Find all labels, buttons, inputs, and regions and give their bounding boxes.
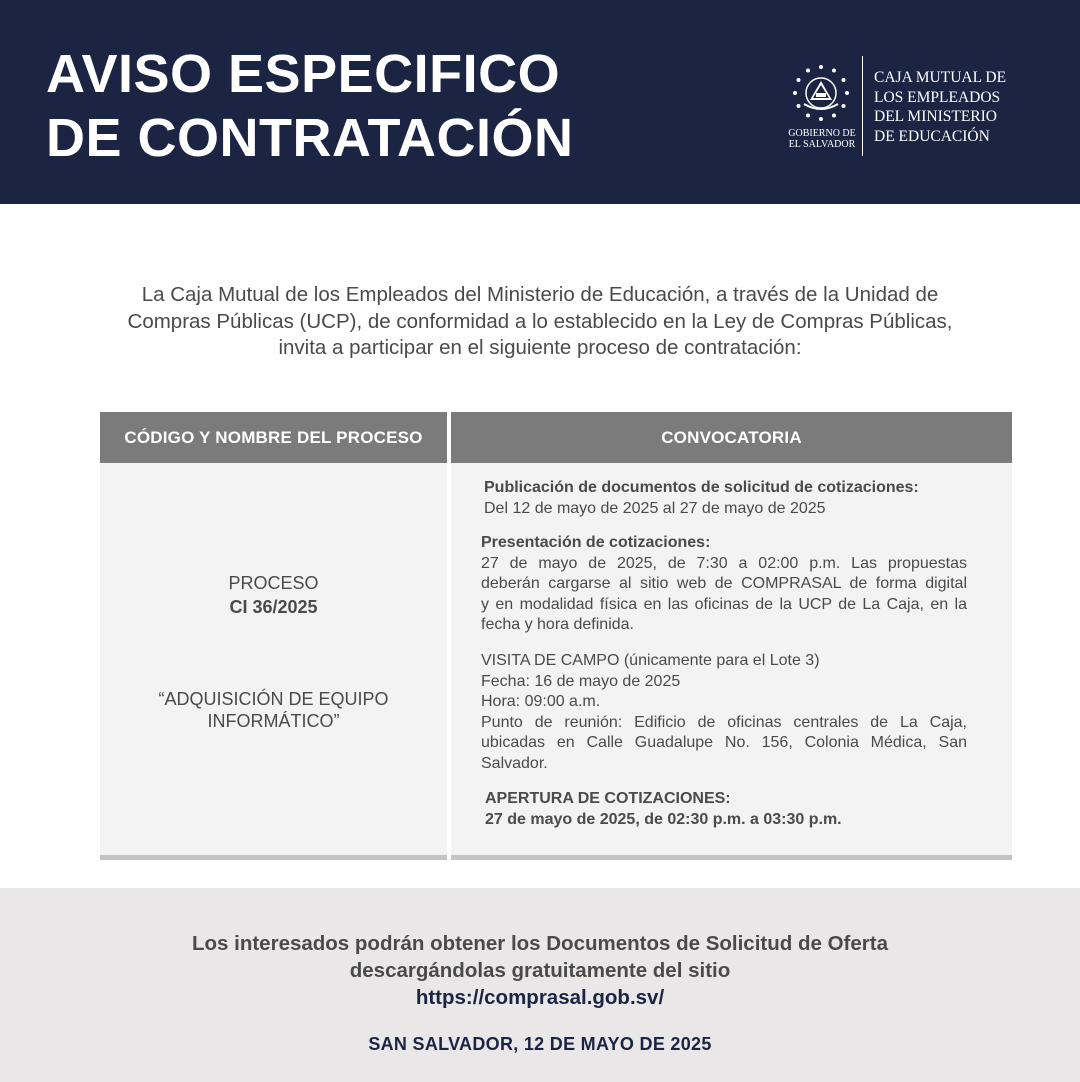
process-name-line-1: “ADQUISICIÓN DE EQUIPO (158, 689, 389, 709)
presentacion-line-1: 27 de mayo de 2025, de 7:30 a 02:00 p.m. Las propuestas (481, 554, 967, 572)
visita-fecha: Fecha: 16 de mayo de 2025 (481, 672, 681, 690)
header-banner (0, 0, 1080, 204)
apertura-title: APERTURA DE COTIZACIONES: (485, 790, 731, 807)
intro-line-2: Compras Públicas (UCP), de conformidad a lo establecido en la Ley de Compras Públicas, (127, 309, 953, 333)
column-header-convocatoria: CONVOCATORIA (451, 412, 1012, 463)
intro-paragraph (60, 282, 1020, 362)
presentacion-line-4: fecha y hora definida. (481, 616, 634, 633)
institution-line-4: DE EDUCACIÓN (874, 127, 990, 145)
visita-punto-line-2: ubicadas en Calle Guadalupe No. 156, Colonia Médica, San (481, 734, 967, 751)
footer-date: SAN SALVADOR, 12 DE MAYO DE 2025 (368, 1034, 712, 1054)
page-title-line-1: AVISO ESPECIFICO (46, 44, 561, 104)
visita-title: VISITA DE CAMPO (únicamente para el Lote 3) (481, 652, 820, 669)
presentacion-block (481, 533, 967, 636)
government-label (776, 128, 868, 150)
visita-punto-line-3: Salvador. (481, 754, 548, 772)
table-bottom-border (451, 855, 1012, 860)
process-name (100, 688, 447, 732)
column-header-process: CÓDIGO Y NOMBRE DEL PROCESO (100, 412, 447, 463)
process-cell (100, 463, 447, 855)
institution-line-1: CAJA MUTUAL DE (874, 69, 1007, 86)
coat-of-arms-icon (788, 62, 854, 128)
intro-line-1: La Caja Mutual de los Empleados del Ministerio de Educación, a través de la Unidad de (141, 283, 939, 306)
publicacion-block (484, 478, 974, 519)
publicacion-title: Publicación de documentos de solicitud de cotizaciones: (484, 479, 919, 496)
intro-line-3: invita a participar en el siguiente proceso de contratación: (278, 336, 802, 359)
process-name-line-2: INFORMÁTICO” (207, 711, 340, 731)
institution-name (874, 68, 1006, 146)
institution-line-2: LOS EMPLEADOS (874, 88, 1001, 106)
comprasal-link[interactable]: https://comprasal.gob.sv/ (415, 986, 665, 1009)
process-label: PROCESO (228, 573, 319, 593)
footer-line-2-prefix: descargándolas gratuitamente del sitio (349, 959, 731, 982)
apertura-block (485, 789, 971, 830)
visita-hora: Hora: 09:00 a.m. (481, 693, 601, 710)
page-title-line-2: DE CONTRATACIÓN (46, 108, 574, 168)
footer-line-1: Los interesados podrán obtener los Documentos de Solicitud de Oferta (192, 932, 888, 955)
apertura-text: 27 de mayo de 2025, de 02:30 p.m. a 03:30 p.m. (485, 810, 842, 828)
presentacion-line-3: y en modalidad física en las oficinas de la UCP de La Caja, en la (481, 595, 967, 613)
gov-line-2: EL SALVADOR (788, 139, 856, 150)
footer-message (0, 930, 1080, 1011)
institution-line-3: DEL MINISTERIO (874, 108, 997, 125)
publicacion-text: Del 12 de mayo de 2025 al 27 de mayo de 2025 (484, 499, 826, 517)
header-divider (862, 56, 863, 156)
presentacion-line-2: deberán cargarse al sitio web de COMPRASAL de forma digital (481, 575, 967, 592)
gov-line-1: GOBIERNO DE (788, 128, 856, 139)
footer-line-2 (0, 957, 1080, 1011)
process-code: CI 36/2025 (229, 597, 318, 617)
table-bottom-border (100, 855, 447, 860)
visita-block (481, 651, 967, 774)
presentacion-title: Presentación de cotizaciones: (481, 534, 711, 551)
visita-punto-line-1: Punto de reunión: Edificio de oficinas centrales de La Caja, (481, 713, 967, 731)
